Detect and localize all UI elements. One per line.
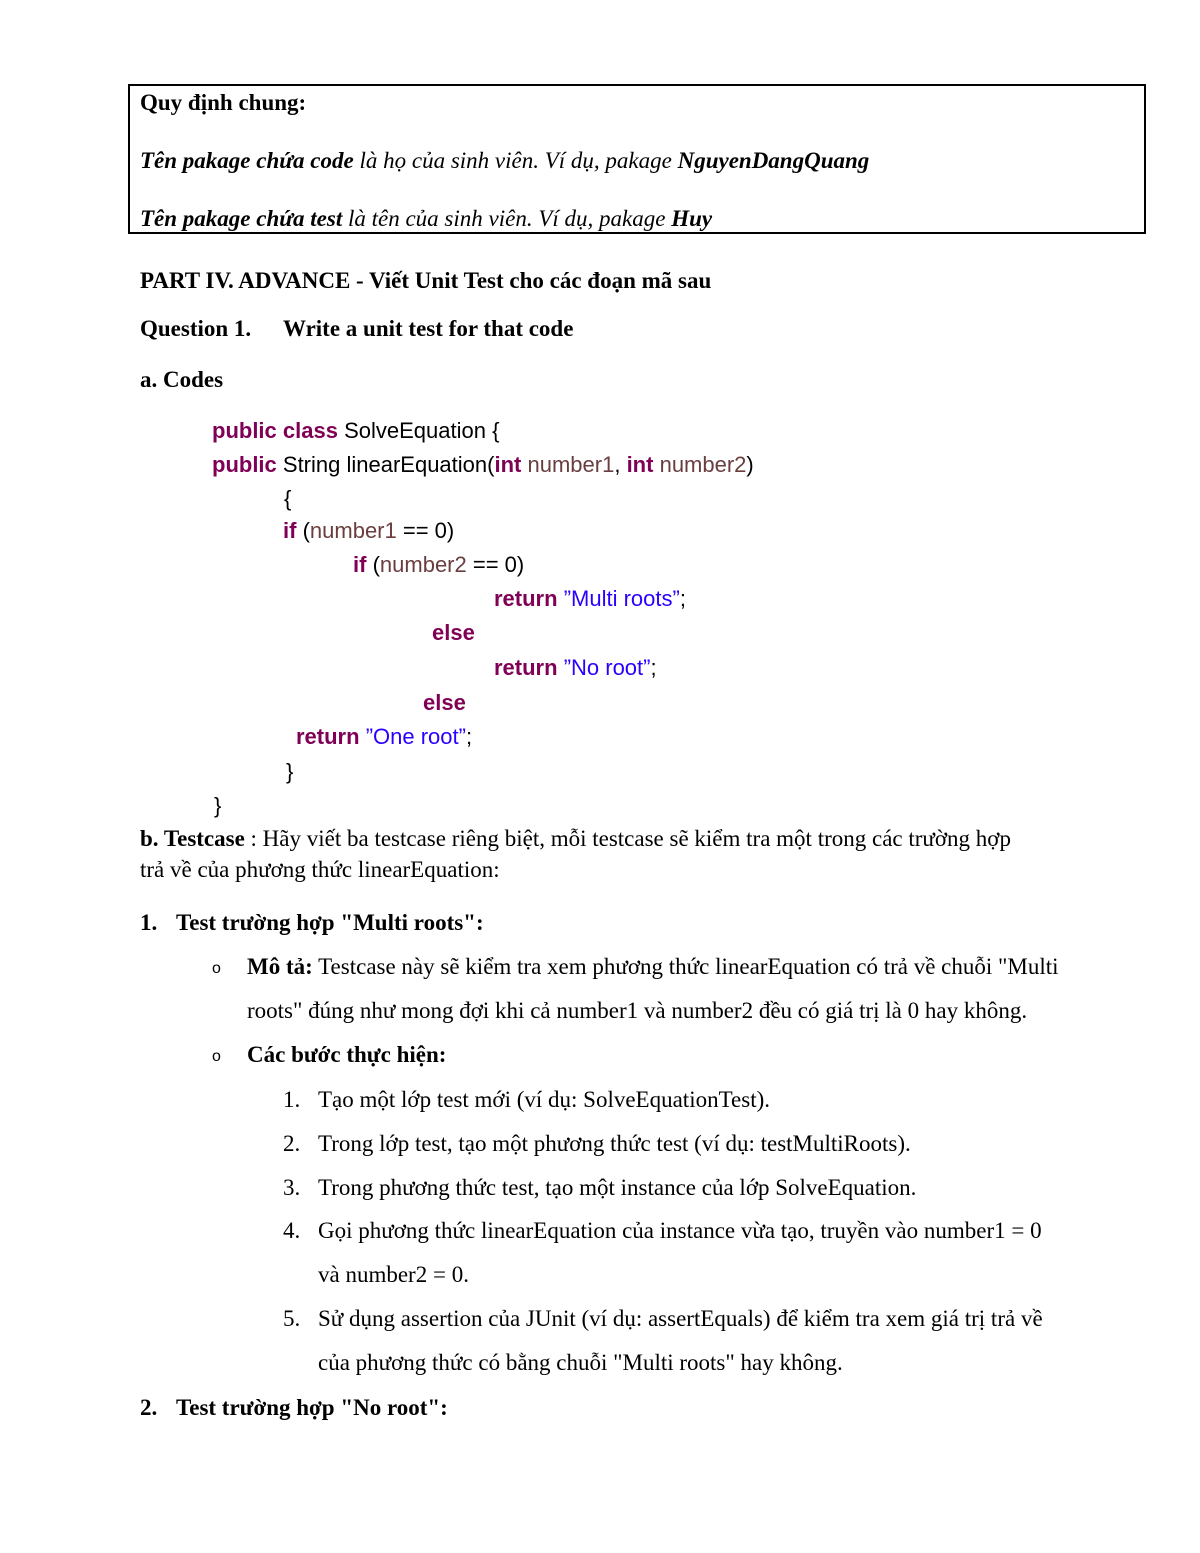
step-1-text: Tạo một lớp test mới (ví dụ: SolveEquationTest). — [318, 1087, 770, 1112]
code-close-paren: ) — [746, 452, 754, 477]
code-if1-var: number1 — [309, 518, 397, 543]
code-str-oneroot: ”One root” — [365, 724, 466, 749]
code-close-brace-class: } — [214, 793, 222, 818]
rules-line-code — [140, 148, 869, 174]
testcase-text-1: : Hãy viết ba testcase riêng biệt, mỗi testcase sẽ kiểm tra một trong các trường hợp — [244, 826, 1011, 851]
test1-steps-label: Các bước thực hiện: — [247, 1042, 447, 1067]
test1-bullet-desc: o — [212, 960, 221, 977]
rules-line-test — [140, 206, 712, 232]
code-line-return-multi — [494, 586, 686, 612]
step-2-text: Trong lớp test, tạo một phương thức test (ví dụ: testMultiRoots). — [318, 1131, 911, 1156]
test2-title: Test trường hợp "No root": — [176, 1395, 448, 1420]
test1-desc-line1 — [247, 954, 1059, 980]
code-kw-return-3: return — [296, 724, 360, 749]
question-text: Write a unit test for that code — [283, 316, 574, 341]
rules-line-test-a: Tên pakage chứa test — [140, 206, 343, 231]
step-3-text: Trong phương thức test, tạo một instance của lớp SolveEquation. — [318, 1175, 917, 1200]
code-close-brace-method: } — [286, 759, 294, 784]
codes-heading: a. Codes — [140, 367, 224, 392]
rules-line-code-c: NguyenDangQuang — [677, 148, 870, 173]
step-3-number: 3. — [283, 1175, 301, 1200]
code-semicolon-2: ; — [650, 655, 657, 680]
code-kw-return-2: return — [494, 655, 558, 680]
code-kw-public-2: public — [212, 452, 277, 477]
code-line-return-oneroot — [296, 724, 472, 750]
question-label: Question 1. — [140, 316, 252, 341]
code-param2: number2 — [659, 452, 747, 477]
step-5-text-2: của phương thức có bằng chuỗi "Multi roots" hay không. — [318, 1350, 843, 1375]
code-semicolon-3: ; — [465, 724, 473, 749]
code-if2-var: number2 — [379, 552, 467, 577]
step-5-text-1: Sử dụng assertion của JUnit (ví dụ: assertEquals) để kiểm tra xem giá trị trả về — [318, 1306, 1043, 1331]
code-str-multi: ”Multi roots” — [563, 586, 680, 611]
code-line-class — [212, 418, 499, 444]
rules-title: Quy định chung: — [140, 90, 307, 115]
code-kw-return-1: return — [494, 586, 558, 611]
step-1-number: 1. — [283, 1087, 301, 1112]
code-open-brace: { — [284, 486, 292, 511]
code-line-method — [212, 452, 754, 478]
code-kw-if-1: if — [283, 518, 297, 543]
part-title: PART IV. ADVANCE - Viết Unit Test cho các đoạn mã sau — [140, 268, 712, 293]
code-if1-tail: == 0) — [396, 518, 455, 543]
test1-bullet-steps: o — [212, 1048, 221, 1065]
code-line-return-noroot — [494, 655, 657, 681]
test1-title: Test trường hợp "Multi roots": — [176, 910, 484, 935]
rules-line-code-b: là họ của sinh viên. Ví dụ, pakage — [353, 148, 678, 173]
rules-line-code-a: Tên pakage chứa code — [140, 148, 354, 173]
code-method-sig: String linearEquation( — [276, 452, 495, 477]
code-line-if2 — [353, 552, 524, 578]
code-class-name: SolveEquation { — [337, 418, 500, 443]
code-if2-tail: == 0) — [466, 552, 525, 577]
code-kw-else-2: else — [423, 690, 466, 715]
code-if2-open: ( — [366, 552, 380, 577]
step-4-text-1: Gọi phương thức linearEquation của instance vừa tạo, truyền vào number1 = 0 — [318, 1218, 1042, 1243]
code-param1: number1 — [527, 452, 615, 477]
step-4-number: 4. — [283, 1218, 301, 1243]
code-kw-class: class — [282, 418, 338, 443]
test2-number: 2. — [140, 1395, 158, 1420]
code-str-noroot: ”No root” — [563, 655, 651, 680]
step-4-text-2: và number2 = 0. — [318, 1262, 469, 1287]
code-line-else-2 — [423, 690, 466, 716]
code-if1-open: ( — [296, 518, 310, 543]
code-line-if1 — [283, 518, 454, 544]
code-comma: , — [614, 452, 627, 477]
code-line-else-1 — [432, 620, 475, 646]
test1-desc-text-1: Testcase này sẽ kiểm tra xem phương thức linearEquation có trả về chuỗi "Multi — [312, 954, 1059, 979]
code-kw-public: public — [212, 418, 277, 443]
code-kw-if-2: if — [353, 552, 367, 577]
testcase-intro-line2: trả về của phương thức linearEquation: — [140, 857, 500, 882]
step-5-number: 5. — [283, 1306, 301, 1331]
test1-desc-label: Mô tả: — [247, 954, 313, 979]
code-semicolon-1: ; — [679, 586, 686, 611]
test1-desc-line2: roots" đúng như mong đợi khi cả number1 và number2 đều có giá trị là 0 hay không. — [247, 998, 1028, 1023]
rules-line-test-c: Huy — [671, 206, 713, 231]
code-kw-else-1: else — [432, 620, 475, 645]
code-kw-int-2: int — [626, 452, 654, 477]
testcase-label: b. Testcase — [140, 826, 245, 851]
testcase-intro-line1 — [140, 826, 1011, 852]
test1-number: 1. — [140, 910, 158, 935]
code-kw-int-1: int — [494, 452, 522, 477]
step-2-number: 2. — [283, 1131, 301, 1156]
rules-line-test-b: là tên của sinh viên. Ví dụ, pakage — [342, 206, 672, 231]
